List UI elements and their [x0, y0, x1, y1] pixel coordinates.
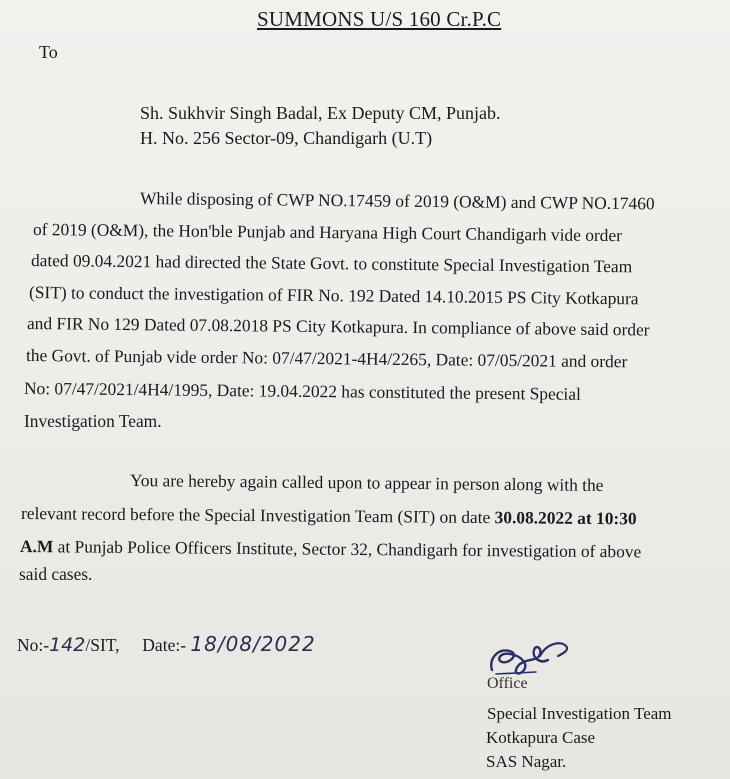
signatory-team: Special Investigation Team	[487, 704, 672, 723]
paragraph-1-line: dated 09.04.2021 had directed the State Govt. to constitute Special Investigation Team	[30, 250, 633, 277]
reference-no-suffix: /SIT,	[85, 635, 120, 655]
office-label: Office	[487, 675, 528, 692]
reference-date-handwritten: 18/08/2022	[190, 632, 316, 656]
addressee-name: Sh. Sukhvir Singh Badal, Ex Deputy CM, Punjab.	[140, 103, 501, 123]
paragraph-1-line: of 2019 (O&M), the Hon'ble Punjab and Haryana High Court Chandigarh vide order	[32, 219, 623, 246]
reference-line	[17, 632, 316, 656]
paragraph-2-line	[21, 503, 637, 529]
paragraph-1-line: and FIR No 129 Dated 07.08.2018 PS City Kotkapura. In compliance of above said order	[26, 313, 650, 340]
paragraph-1-line: Investigation Team.	[24, 411, 162, 431]
document-title: SUMMONS U/S 160 Cr.P.C	[257, 7, 502, 31]
paragraph-1-line: (SIT) to conduct the investigation of FIR No. 192 Dated 14.10.2015 PS City Kotkapura	[28, 282, 639, 309]
reference-date-label: Date:-	[142, 635, 187, 655]
addressee-address: H. No. 256 Sector-09, Chandigarh (U.T)	[140, 128, 433, 148]
paragraph-2-line	[20, 536, 641, 562]
reference-no-label: No:-	[17, 635, 50, 655]
paragraph-2-text: at Punjab Police Officers Institute, Sector 32, Chandigarh for investigation of above	[53, 536, 642, 562]
paragraph-2-line: said cases.	[19, 564, 93, 584]
paragraph-2-line: You are hereby again called upon to appear in person along with the	[129, 470, 604, 495]
paragraph-1-line: the Govt. of Punjab vide order No: 07/47/2021-4H4/2265, Date: 07/05/2021 and order	[25, 345, 628, 372]
paragraph-2-text: relevant record before the Special Investigation Team (SIT) on date	[20, 503, 495, 528]
signatory-case: Kotkapura Case	[486, 728, 596, 747]
paragraph-1-line: No: 07/47/2021/4H4/1995, Date: 19.04.2022 has constituted the present Special	[23, 378, 581, 404]
appearance-time-suffix: A.M	[19, 536, 54, 557]
signatory-location: SAS Nagar.	[486, 752, 567, 771]
reference-no-handwritten: 142	[49, 634, 86, 656]
paragraph-1-line: While disposing of CWP NO.17459 of 2019 (O&M) and CWP NO.17460	[139, 188, 655, 214]
appearance-date-time: 30.08.2022 at 10:30	[494, 507, 637, 529]
to-label: To	[39, 42, 58, 62]
